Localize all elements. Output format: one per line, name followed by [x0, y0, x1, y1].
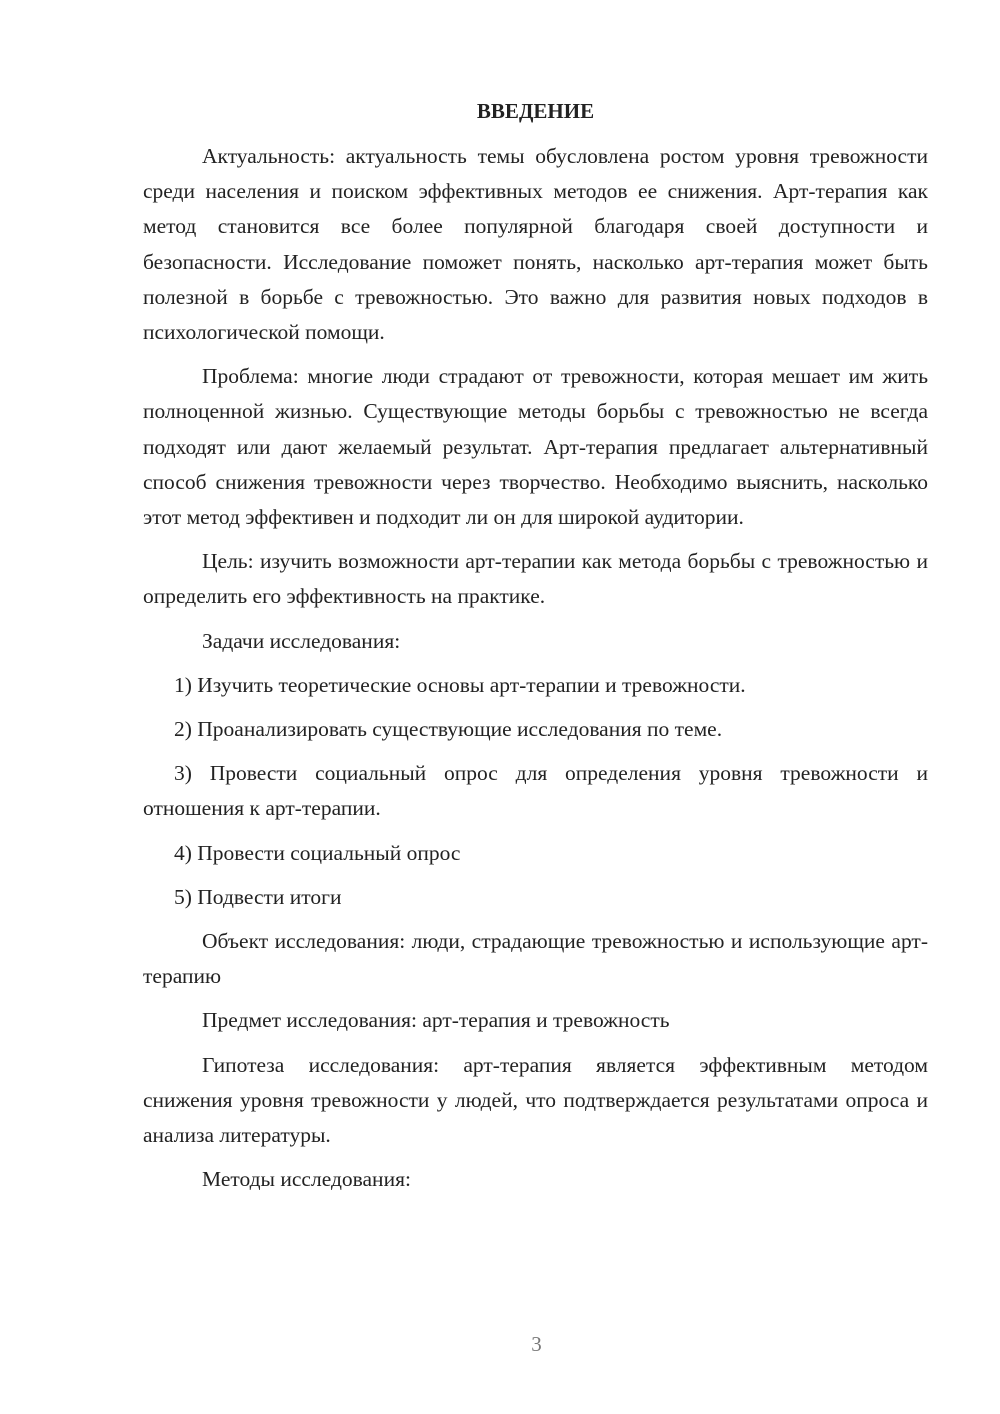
task-item-3: 3) Провести социальный опрос для определения уровня тревожности и отношения к арт-терапии. [143, 761, 928, 821]
subject-paragraph: Предмет исследования: арт-терапия и тревожность [202, 1008, 670, 1033]
methods-heading: Методы исследования: [202, 1167, 411, 1192]
problem-paragraph: Проблема: многие люди страдают от тревожности, которая мешает им жить полноценной жизнью. Существующие методы борьбы с тревожностью не всегда подходят или дают желаемый результат. Арт-терапия предлагает альтернативный способ снижения тревожности через творчество. Необходимо выяснить, насколько этот метод эффективен и подходит ли он для широкой аудитории. [143, 364, 928, 530]
hypothesis-paragraph: Гипотеза исследования: арт-терапия является эффективным методом снижения уровня тревожности у людей, что подтверждается результатами опроса и анализа литературы. [143, 1052, 928, 1148]
object-paragraph: Объект исследования: люди, страдающие тревожностью и использующие арт-терапию [143, 929, 928, 989]
task-item-5: 5) Подвести итоги [174, 884, 342, 909]
tasks-heading: Задачи исследования: [202, 628, 401, 653]
goal-paragraph: Цель: изучить возможности арт-терапии как метода борьбы с тревожностью и определить его эффективность на практике. [143, 549, 928, 609]
task-item-1: 1) Изучить теоретические основы арт-терапии и тревожности. [174, 672, 746, 697]
relevance-paragraph: Актуальность: актуальность темы обусловлена ростом уровня тревожности среди населения и поиском эффективных методов ее снижения. Арт-терапия как метод становится все более популярной благодаря своей доступности и безопасности. Исследование поможет понять, насколько арт-терапия может быть полезной в борьбе с тревожностью. Это важно для развития новых подходов в психологической помощи. [143, 144, 928, 345]
page-number: 3 [531, 1332, 542, 1356]
section-title: ВВЕДЕНИЕ [476, 99, 595, 123]
task-item-4: 4) Провести социальный опрос [174, 840, 461, 865]
page-content [143, 94, 928, 1206]
task-item-2: 2) Проанализировать существующие исследования по теме. [174, 717, 723, 742]
